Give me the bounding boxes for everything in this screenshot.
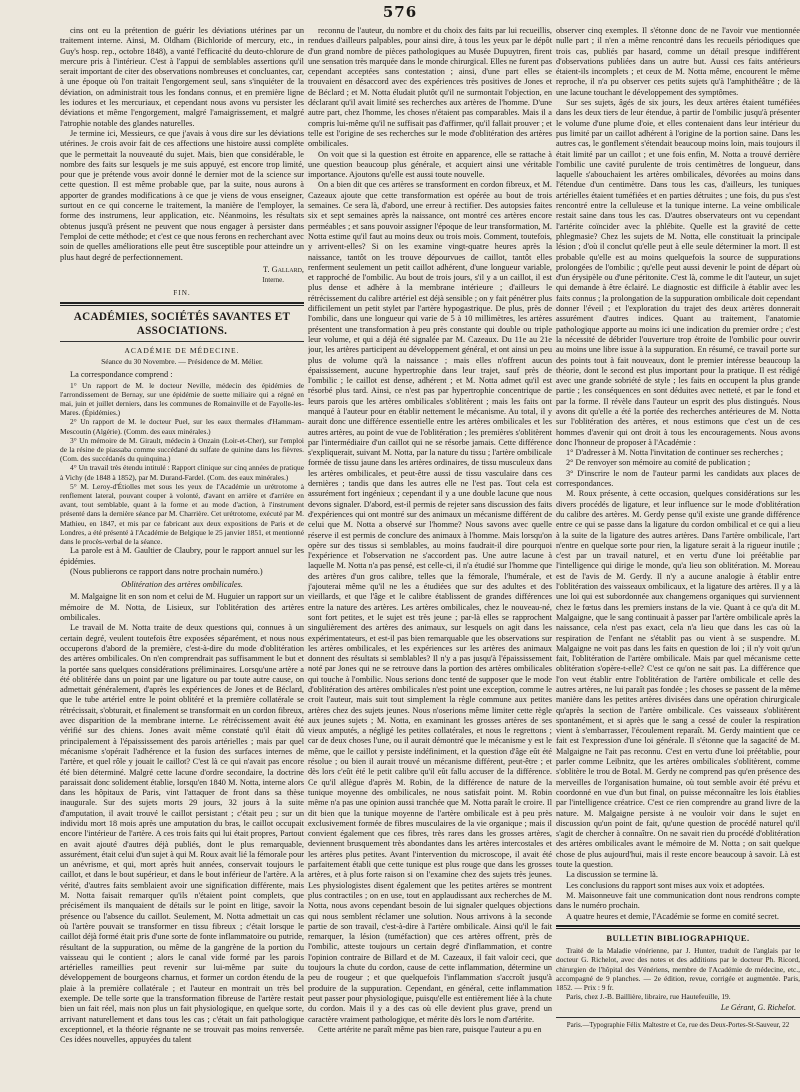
correspondence-item: 5° M. Leroy-d'Étiolles met sous les yeux de l'Académie un urétrotome à renflement lateral, pouvant couper à volonté, d'avant en arrière et d'arrière en avant, tout semblable, quant à la forme et au mode d'action, à l'instrument présenté dans la dernière séance par M. Charrière. Cet urétrotome, exécuté par M. Mathieu, en 1847, et mis par ce fabricant aux deux expositions de Paris et de Londres, a été présenté à l'Académie de Belgique le 25 janvier 1851, et mentionné dans le procès-verbal de la séance. [60, 481, 304, 547]
paragraph: La parole est à M. Gaultier de Claubry, pour le rapport annuel sur les épidémies. [60, 546, 304, 566]
session-line: Séance du 30 Novembre. — Présidence de M. Mélier. [101, 357, 263, 367]
academy-heading: ACADÉMIE DE MÉDECINE. [124, 345, 240, 355]
column-right [556, 26, 800, 1082]
correspondence-item: 4° Un travail très étendu intitulé : Rapport clinique sur cinq années de pratique à Vichy (de 1848 à 1852), par M. Durand-Fardel. (Com. des eaux minérales.) [60, 463, 304, 482]
section-divider [60, 341, 304, 342]
correspondence-item: 3° Un mémoire de M. Girault, médecin à Onzain (Loir-et-Cher), sur l'emploi de la résine de piassaba comme succédané du sulfate de quinine dans les fièvres. (Com. des succédanés du quinquina.) [60, 435, 304, 464]
paragraph: A quatre heures et demie, l'Académie se forme en comité secret. [566, 911, 779, 921]
paragraph: On a bien dit que ces artères se transforment en cordon fibreux, et M. Cazeaux ajoute que cette transformation est opérée au bout de trois semaines. Ce sera là, d'abord, une erreur à rectifier. Des autopsies faites six et sept semaines après la naissance, ont montré ces artères encore perméables ; et sans pouvoir assigner l'époque de leur transformation, M. Notta estime qu'il faut au moins deux ou trois mois. Comment, toutefois, y arrivent-elles? Si on les examine vingt-quatre heures après la naissance, tantôt on les trouve dépourvues de caillot, tantôt elles renferment seulement un petit caillot adhérent, d'une longueur variable, et rapproché de l'ombilic. Au bout de trois jours, s'il y a un caillot, il est plus dense et adhère à la membrane intérieure ; d'ailleurs le rétrécissement du calibre artériel est déjà sensible ; on y fait pénétrer plus difficilement un petit stylet par l'artère hypogastrique. De plus, près de l'ombilic, dans une longueur qui varie de 5 à 10 millimètres, les artères présentent une transformation à peu près constante qui double ou triple leur volume, et qui a déjà été signalée par M. Cazeaux. Du 11e au 21e jour, les artères participent au développement général, et ont ainsi un peu plus de volume qu'à la naissance ; mais elles n'offrent aucun épaississement, aucune hypertrophie dans leur trajet, sauf près de l'ombilic ; le caillot est dense, adhérent ; et M. Notta admet qu'il est résorbé plus tard. Ainsi, ce n'est pas par hypertrophie concentrique de leurs parois que les artères ombilicales s'oblitèrent ; mais les faits ont manqué à l'auteur pour en établir nettement le mécanisme. Au total, il y aurait donc une différence essentielle entre les artères ombilicales et les autres artères, au point de vue de l'oblitération ; les premières s'oblitèrent par l'intermédiaire d'un caillot qui ne se résorbe jamais. Cette différence s'expliquerait, suivant M. Notta, par la nature du tissu ; l'artère ombilicale formée de tissu jaune dans les artères ordinaires, de tissu musculeux dans les artères ombilicales, et peut-être aussi de tissu vasculaire dans ces dernières ; tandis que dans les autres elle ne l'est pas. Tout cela est assurément fort ingénieux ; cependant il y a une double lacune que nous devons signaler. D'abord, est-il permis de rejeter sans discussion des faits d'expériences qui ont montré sur des animaux un mécanisme différent de celui que M. Notta a observé sur l'homme? Nous savons avec quelle réserve il est permis de conclure des animaux à l'homme. Mais lorsqu'on opère sur des tissus si semblables, au moins faudrait-il dire pourquoi l'expérience et l'observation ne s'accordent pas. Une autre lacune à laquelle M. Notta n'a pas pensé, est celle-ci, il n'a étudié sur l'homme que des artères d'un gros calibre, telles que la fémorale, l'humérale, et j'ajouterai même qu'il ne les a étudiées que sur des adultes et des vieillards, et que l'âge et le calibre établissent de grandes différences entre la nature des artères. Les artères ombilicales, chez le nouveau-né, sont fort petites, et le sujet est très jeune ; par-là elles se rapprochent singulièrement des artères des animaux, sur lesquels on agit dans les expérimentateurs, et est-il pas bien remarquable que les observations sur les artères ombilicales, et les expériences sur les artères des animaux donnent des résultats si semblables? Il n'y a pas jusqu'à l'épaississement noté par Jones qui ne se retrouve dans la portion des artères ombilicales qui touche à l'ombilic. Nous serions donc tenté de supposer que le mode d'oblitération des artères ombilicales n'est point une exception, comme le croit l'auteur, mais suit tout simplement la règle commune aux petites artères chez des sujets jeunes. Nous n'oserions même limiter cette règle aux jeunes sujets ; M. Notta, en examinant les grosses artères de ses vieux amputés, a négligé les petites collatérales, et nous le regrettons ; car de deux choses l'une, ou il aurait démontré que le mécanisme y est le même, que le caillot y persiste indéfiniment, et la question d'âge eût été résolue ; ou bien il aurait trouvé un mécanisme différent, peut-être ; et dès lors c'eût été le petit calibre qu'il eût fallu accuser de la différence. Ce qu'il allègue d'après M. Robin, de la différence de nature de la tunique moyenne des ombilicales, ne nous satisfait point. M. Robin même n'a pas une opinion aussi tranchée que M. Notta paraît le croire. Il dit bien que la tunique moyenne de l'artère ombilicale est à peu près exclusivement formée de fibres musculaires de la vie organique ; mais il convient également que ces fibres, très rares dans les grosses artères, deviennent brusquement très abondantes dans les artères intercostales et les artères plus petites. Avant l'intervention du microscope, il avait été parfaitement établi que cette tunique est plus rouge que dans les grosses artères, et à plus forte raison si on l'examine chez des sujets très jeunes. Les physiologistes disent également que les petites artères se montrent plus contractiles ; on en use, tout en applaudissant aux recherches de M. Notta, nous avons cependant besoin de lui signaler quelques objections qui nous semblent réclamer une solution. Nous arrivons à la seconde partie de son travail, c'est-à-dire à l'artère ombilicale. Ainsi qu'il le fait remarquer, la lésion (tuméfaction) que ces artères offrent, près de l'ombilic, atteste toujours un certain degré d'inflammation, et contre l'opinion contraire de Billard et de M. Cazeaux, il fait valoir ceci, que toujours la chute du cordon, cause de cette inflammation, détermine un peu de rougeur ; et que quelquefois l'inflammation s'accroît jusqu'à produire de la suppuration. Cependant, en général, cette inflammation peut passer pour physiologique, puisqu'elle est entièrement liée à la chute du cordon. Mais il y a des cas où elle devient plus grave, prend un caractère vraiment pathologique, et mérite dès lors le nom d'artérite. [308, 180, 552, 1024]
recommendation-item: 2° De renvoyer son mémoire au comité de publication ; [566, 458, 751, 468]
author-role: Interne. [262, 276, 284, 285]
correspondence-item: 1° Un rapport de M. le docteur Neville, médecin des épidémies de l'arrondissement de Bernay, sur une épidémie de suette miliaire qui a régné en mai, juin et juillet derniers, dans les communes de Romainville et de Fayolle-les-Mares. (Épidémies.) [60, 380, 304, 418]
paragraph: M. Maisonneuve fait une communication dont nous rendrons compte dans le numéro prochain. [556, 890, 800, 911]
bibliography-address: Paris, chez J.-B. Baillière, libraire, rue Hautefeuille, 19. [566, 992, 731, 1002]
paragraph: M. Malgaigne lit en son nom et celui de M. Huguier un rapport sur un mémoire de M. Notta, de Lisieux, sur l'oblitération des artères ombilicales. [60, 592, 304, 623]
paragraph: cins ont eu la prétention de guérir les déviations utérines par un traitement interne. Ainsi, M. Oldham (Bichloride of mercury, etc., in Guy's hosp. rep., octobre 1848), a vanté l'efficacité du deuto-chlorure de mercure pris à l'intérieur. C'est à l'appui de semblables assertions qu'il serait important de citer des observations nombreuses et concluantes, car, à une époque où l'on traitait l'engorgement seul, sans s'inquiéter de la déviation, on administrait tous les fondans connus, et en première ligne les iodures et les mercuriaux, et cependant nous avons vu persister les déviations et même l'engorgement, malgré l'amaigrissement, et malgré l'atrophie notable des glandes naturelles. [60, 26, 304, 128]
page-number: 576 [382, 3, 418, 21]
printer-line: Paris.—Typographie Félix Maltestre et Ce, rue des Deux-Portes-St-Sauveur, 22 [566, 1020, 790, 1029]
footer-rule [556, 1017, 800, 1018]
paragraph: On voit que si la question est étroite en apparence, elle se rattache à une question beaucoup plus générale, et acquiert ainsi une véritable importance. Ajoutons qu'elle est aussi toute nouvelle. [308, 149, 552, 180]
paragraph: Je termine ici, Messieurs, ce que j'avais à vous dire sur les déviations utérines. Je crois avoir fait de ces affections une histoire aussi complète que le permettait la nouveauté du sujet. Mais, bien que considérable, le nombre des faits sur lesquels je me suis appuyé, est encore trop limité, pour que je prétende vous avoir donné le dernier mot de la science sur cette question. Il est même probable que, par la suite, nous aurons à apporter de grandes modifications à ce que je viens de vous enseigner, surtout en ce qui concerne le traitement, la manière de l'employer, la forme des instrumens, leur application, etc. Néanmoins, les résultats obtenus jusqu'à présent ne peuvent que nous engager à persister dans l'emploi de cette méthode; et c'est ce que nous ferons en recherchant avec soin de quelles améliorations elle peut être susceptible pour atteindre un plus haut degré de perfectionnement. [60, 128, 304, 262]
author-signature: T. Gallard, [263, 264, 304, 274]
paragraph: reconnu de l'auteur, du nombre et du choix des faits par lui recueillis, rendues d'ailleurs palpables, pour ainsi dire, à tous les yeux par le dépôt d'un grand nombre de pièces pathologiques au Musée Dupuytren, firent une sensation très marquée dans le monde chirurgical. Elles ne furent pas cependant acceptées sans contestation ; ainsi, d'une part elles se trouvaient en désaccord avec des expériences très positives de Jones et de Béclard ; et M. Notta éludait plutôt qu'il ne surmontait l'objection, en déclarant qu'il avait limité ses recherches aux artères de l'homme. D'une autre part, chez l'homme, les choses n'étaient pas comparables. Mais il a compris lui-même qu'il ne suffisait pas d'affirmer, qu'il fallait prouver ; et telle est l'origine de ses recherches sur le mode d'oblitération des artères ombilicales. [308, 26, 552, 149]
paragraph: Le travail de M. Notta traite de deux questions qui, connues à un certain degré, veulent toutefois être exposées séparément, et nous nous occuperons d'abord de la première, c'est-à-dire du mode d'oblitération des artères ombilicales. On n'en comprendrait pas suffisamment le but et la portée sans quelques considérations préliminaires. Lorsqu'une artère a été oblitérée dans un point par une ligature ou par toute autre cause, on admettait généralement, d'après les expériences de Jones et de Béclard, que le tube artériel entre le point oblitéré et la première collatérale se rétrécissait, s'obturait, et finalement se transformait en un cordon fibreux, avec disparition de la membrane interne. Le rétrécissement avait été vérifié sur des chiens. Jones avait même constaté qu'il était dû principalement à l'épaississement des parois artérielles ; mais par quel mécanisme s'opérait l'adhérence et la fusion des surfaces internes de l'artère, et quel rôle y jouait le caillot? C'est là ce qui n'avait pas encore été bien déterminé. Malgré cette lacune d'ordre secondaire, la doctrine paraissait donc solidement établie, lorsqu'en 1840 M. Notta, interne alors dans les hôpitaux de Paris, vint l'attaquer de front dans sa thèse inaugurale. Sur des sujets morts 29 jours, 32 jours à la suite d'amputation, il avait trouvé le caillot persistant ; c'était peu ; sur un individu mort 18 mois après une amputation du bras, le caillot occupait encore l'intérieur de l'artère. A ces trois faits qui lui était propres, Partout en avait ajouté d'autres déjà publiés, dont le plus remarquable, assurément, était celui d'un sujet à qui M. Roux avait lié la fémorale pour un anévrisme, et qui, mort après huit années, conservait toujours le caillot, et dans le bout supérieur, et dans le bout inférieur de l'artère. A la vérité, d'autres faits semblaient avoir une signification différente, mais M. Notta faisait remarquer qu'ils n'étaient point complets, que précisément ils manquaient de détails sur le point en litige, savoir la présence ou l'absence du caillot. Seulement, M. Notta admettait un cas où l'artère pouvait se transformer en tissu fibreux ; c'était lorsque le caillot déjà formé était pris d'une sorte de fonte inflammatoire ou putride, résultant de la suppuration, ou même de la gangrène de la portion du vaisseau qui le contient ; alors le canal vide formé par les parois artérielles rameillies peut revenir sur lui-même par suite du développement de bourgeons charnus, et former un cordon étendu de la plaie à la première collatérale ; et l'auteur en montrait un très bel exemple. De telle sorte que la transformation fibreuse de l'artère restait bien un fait réel, mais non plus un fait physiologique, en quelque sorte, arrivant naturellement et dans tous les cas ; c'était un fait pathologique exceptionnel, et la théorie régnante ne se trouvait pas moins renversée. Ces idées nouvelles, appuyées du talent [60, 623, 304, 1045]
bulletin-title: BULLETIN BIBLIOGRAPHIQUE. [606, 932, 750, 943]
end-marker: FIN. [173, 289, 191, 298]
manager-signature: Le Gérant, G. Richelot. [720, 1003, 796, 1013]
subsection-title: Oblitération des artères ombilicales. [121, 580, 243, 590]
section-rule [60, 302, 304, 306]
paragraph: La correspondance comprend : [70, 370, 173, 380]
section-title: ACADÉMIES, SOCIÉTÉS SAVANTES ET ASSOCIATIONS. [73, 310, 291, 337]
column-middle [308, 26, 552, 1068]
recommendation-item: 3° D'inscrire le nom de l'auteur parmi les candidats aux places de correspondances. [556, 468, 800, 489]
column-left [60, 26, 304, 1068]
paragraph: M. Roux présente, à cette occasion, quelques considérations sur les divers procédés de ligature, et leur influence sur le mode d'oblitération du calibre des artères. M. Gerdy pense qu'il existe une grande différence entre ce qui se passe dans la ligature du cordon ombilical et ce qui a lieu à la suite de la ligature des autres artères. Dans l'artère ombilicale, l'art n'entre en quelque sorte pour rien, la ligature serait à la rigueur inutile ; c'est par un travail naturel, et en vertu d'une loi préétablie par l'intelligence qui dirige le monde, qu'a lieu son oblitération. M. Moreau est de l'avis de M. Gerdy. Il n'y a aucune analogie à établir entre l'oblitération des vaisseaux ombilicaux, et la ligature des artères. Il y a là une loi qui est subordonnée aux changemens organiques qui surviennent chez le fœtus dans les premiers instans de la vie. Quant à ce qu'a dit M. Malgaigne, que le sang continuait à passer par l'artère ombilicale après la naissance, cela n'est pas exact, cela n'a lieu que dans les cas où la respiration de l'enfant ne s'établit pas ou vient à se suspendre. M. Malgaigne ne voit pas dans les faits en question de loi ; il n'y voit qu'un fait, l'oblitération de l'artère ombilicale. Mais par quel mécanisme cette oblitération s'opère-t-elle? C'est ce qu'on ne sait pas. La différence que l'on veut établir entre l'oblitération de l'artère ombilicale et celle des autres artères, ne lui paraît pas fondée ; les choses se passent de la même manière dans les petites artères divisées dans une opération chirurgicale qu'après la section de l'artère ombilicale. Ces vaisseaux s'oblitèrent spontanément, et si après que le sang a cessé de couler la respiration vient à s'embarrasser, l'écoulement reparaît. M. Gerdy maintient que ce fait est l'expression d'une loi générale. Il s'étonne que la sagacité de M. Malgaigne ne l'ait pas reconnu. C'est en vertu d'une loi préétablie, pour parler comme Leibnitz, que les artères ombilicales s'oblitèrent, comme s'oblitère le trou de Botal. M. Gerdy ne comprend pas qu'en présence des merveilles de l'organisation humaine, où tout semble avoir été prévu et coordonné en vue d'un but final, on puisse méconnaître les lois établies par l'intelligence créatrice. C'est ce rien comprendre au grand livre de la nature. M. Malgaigne persiste à ne vouloir voir dans le sujet en discussion qu'un point de fait, qu'une question de procédé naturel qu'il s'agit de chercher à connaître. On ne savait rien du procédé d'oblitération des artères ombilicales avant le mémoire de M. Notta ; on sait quelque chose de plus aujourd'hui, mais il reste encore beaucoup à savoir. Là est toute la question. [556, 489, 800, 870]
bulletin-rule [556, 925, 800, 929]
paragraph: La discussion se termine là. [566, 870, 658, 880]
correspondence-item: 2° Un rapport de M. le docteur Puel, sur les eaux thermales d'Hammam-Mescoutin (Algérie). (Comm. des eaux minérales.) [60, 417, 304, 436]
paragraph: Sur ses sujets, âgés de six jours, les deux artères étaient tuméfiées dans les deux tiers de leur étendue, à partir de l'ombilic jusqu'à présenter le volume d'une plume d'oie, et elles contenaient dans leur intérieur du pus limité par un caillot adhérent à l'origine de la portion saine. Dans les autres cas, le gonflement s'étendait beaucoup moins loin, mais toujours il était limité par un caillot ; et une fois enfin, M. Notta a trouvé derrière l'ombilic une cavité purulente de trois centimètres de longueur, dans laquelle s'abouchaient les artères ombilicales, dévorées au moins dans l'étendue d'un centimètre. Dans tous les cas, d'ailleurs, les tuniques artérielles étaient tuméfiées et en parties détruites ; une fois, du pus s'est rencontré entre la celluleuse et la tunique interne. La veine ombilicale restait saine dans tous les cas. D'autres observateurs ont vu cependant l'artérite coïncider avec la phlébite. Quelle est la gravité de cette phlegmasie? Chez les sujets de M. Notta, elle constituait la principale lésion ; d'où il conclut qu'elle peut à elle seule déterminer la mort. Il est probable qu'elle est au moins quelquefois la source de suppurations prolongées de l'ombilic ; qu'elle peut aussi devenir le point de départ où d'un érysipèle ou d'une péritonite. C'est là, comme le dit l'auteur, un sujet qui demande à être éclairé. Le diagnostic est difficile à établir avec les faits connus ; la prolongation de la suppuration ombilicale doit cependant donner l'éveil ; et l'exploration du trajet des deux artères donnerait assurément d'autres indices. Quant au traitement, l'anatomie pathologique apporte au moins ici une indication du premier ordre ; c'est la nécessité de débrider l'ouverture trop étroite de l'ombilic pour ouvrir au moins une libre issue à la suppuration. En résumé, ce travail porte sur des points tout à fait nouveaux, dont le premier intéresse beaucoup la théorie, dont le second est plus important pour la pratique. Il est rédigé avec une grande sobriété de style ; les faits en occupent la plus grande partie ; les conséquences en sont déduites avec netteté, et par le fond et par la forme. Il révèle dans l'auteur un esprit des plus distingués. Nous avons dit qu'elle a été la portée des recherches antérieures de M. Notta sur l'oblitération des artères, et nous estimons que c'est un de ces hommes d'avenir qui ont droit à tous les encouragements. Nous avons donc l'honneur de proposer à l'Académie : [556, 98, 800, 447]
paragraph: Cette artérite ne paraît même pas bien rare, puisque l'auteur a pu en [318, 1024, 542, 1034]
recommendation-item: 1° D'adresser à M. Notta l'invitation de continuer ses recherches ; [566, 448, 784, 458]
bibliography-entry: Traité de la Maladie vénérienne, par J. Hunter, traduit de l'anglais par le docteur G. Richelot, avec des notes et des additions par le docteur Ph. Ricord, chirurgien de l'hôpital des Vénériens, membre de l'Académie de médecine, etc., accompagné de 9 planches. — 2e édition, revue, corrigée et augmentée. Paris, 1852. — Prix : 9 fr. [556, 946, 800, 992]
paragraph: Les conclusions du rapport sont mises aux voix et adoptées. [566, 880, 765, 890]
paragraph: (Nous publierons ce rapport dans notre prochain numéro.) [70, 566, 263, 576]
paragraph: observer cinq exemples. Il s'étonne donc de ne l'avoir vue mentionnée nulle part ; il n'en a même rencontré dans les recueils périodiques que trois cas, publiés par hasard, comme un détail presque indifférent d'observations publiées dans un autre but. Aussi ces faits antérieurs étaient-ils incomplets ; et ceux de M. Notta même, encourent le même reproche, il n'a pu observer ces petits sujets qu'à l'amphithéâtre ; de là une lacune touchant le développement des symptômes. [556, 26, 800, 97]
